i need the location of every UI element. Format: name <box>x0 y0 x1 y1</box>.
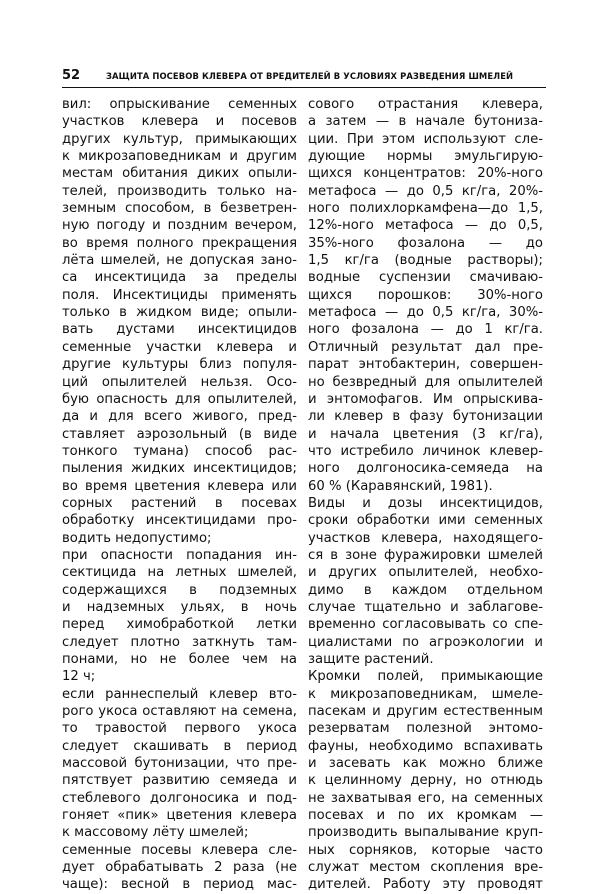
text-line: дителей. Работу эту проводят <box>308 877 543 893</box>
text-line: бую опасность для опылителей, <box>62 391 297 407</box>
text-line: пасекам и другим естественным <box>308 704 543 720</box>
text-line: дующие нормы эмульгирую- <box>308 149 543 165</box>
text-line: щихся порошков: 30%-ного <box>308 287 543 303</box>
text-line: да и для всего живого, пред- <box>62 409 297 425</box>
text-line: и энтомофагов. Им опрыскива- <box>308 391 543 407</box>
text-line: понами, но не более чем на <box>62 652 297 667</box>
text-line: и начала цветения (3 кг/га), <box>308 426 543 442</box>
running-title: ЗАЩИТА ПОСЕВОВ КЛЕВЕРА ОТ ВРЕДИТЕЛЕЙ В УСЛОВИЯХ РАЗВЕДЕНИЯ ШМЕЛЕЙ <box>106 71 514 81</box>
text-line: следует плотно заткнуть там- <box>62 634 297 650</box>
text-line: ли клевер в фазу бутонизации <box>308 409 543 425</box>
text-line: производить выпалывание круп- <box>308 825 543 841</box>
text-line: во время полного прекращения <box>62 235 297 251</box>
text-line: местам обитания диких опыли- <box>62 166 297 182</box>
text-line: тонкого тумана) способ рас- <box>62 443 297 459</box>
text-line: поля. Инсектициды применять <box>62 287 297 303</box>
text-line: но безвредный для опылителей <box>308 374 543 390</box>
text-line: Отличный результат дал пре- <box>308 339 543 355</box>
text-line: дует обрабатывать 2 раза (не <box>62 860 297 876</box>
page-header <box>62 68 546 83</box>
text-line: ную погоду и поздним вечером, <box>62 218 297 234</box>
text-line: к массовому лёту шмелей; <box>62 825 249 841</box>
text-line: метафоса — до 0,5 кг/га, 30%- <box>308 305 543 321</box>
text-line: посевах и по их кромкам — <box>308 808 543 824</box>
text-line: лёта шмелей, не допуская зано- <box>62 253 297 269</box>
text-line: 35%-ного фозалона — до <box>308 235 543 251</box>
text-line: водить недопустимо; <box>62 530 212 546</box>
text-line: временно согласовывать со спе- <box>308 617 543 633</box>
text-line: парат энтобактерин, совершен- <box>308 357 543 373</box>
text-line: ных сорняков, которые часто <box>308 842 543 858</box>
text-line: ного полихлоркамфена—до 1,5, <box>308 201 543 217</box>
text-line: гоняет «пик» цветения клевера <box>62 808 297 824</box>
text-line: ции. При этом используют сле- <box>308 131 543 147</box>
text-line: а затем — в начале бутониза- <box>308 114 543 130</box>
text-line: пятствует развитию семяеда и <box>62 773 297 789</box>
text-line: во время цветения клевера или <box>62 478 297 494</box>
text-line: участков клевера, находящего- <box>308 530 543 546</box>
text-line: вил: опрыскивание семенных <box>62 97 297 112</box>
text-line: и засевать как можно ближе <box>308 756 543 772</box>
text-line: при опасности попадания ин- <box>62 547 297 563</box>
text-line: телей, производить только на- <box>62 183 297 199</box>
text-line: метафоса — до 0,5 кг/га, 20%- <box>308 183 543 199</box>
text-line: следует скашивать в период <box>62 738 297 754</box>
text-line: других культур, примыкающих <box>62 131 297 147</box>
text-line: если раннеспелый клевер вто- <box>62 686 297 702</box>
text-line: ся в зоне фуражировки шмелей <box>308 547 543 563</box>
text-line: стеблевого долгоносика и под- <box>62 790 297 806</box>
text-line: Кромки полей, примыкающие <box>308 669 543 685</box>
text-line: к микрозаповедникам, шмеле- <box>308 686 543 702</box>
text-line: только в жидком виде; опыли- <box>62 305 297 321</box>
text-line: обработку инсектицидами про- <box>62 513 297 529</box>
text-line: перед химобработкой летки <box>62 617 297 633</box>
text-line: 12%-ного метафоса — до 0,5, <box>308 218 543 234</box>
text-line: семенные участки клевера и <box>62 339 297 355</box>
text-line: к целинному дерну, но отнюдь <box>308 773 543 789</box>
text-line: ного долгоносика-семяеда на <box>308 461 543 477</box>
text-line: сектицида на летных шмелей, <box>62 565 297 581</box>
text-line: вать дустами инсектицидов <box>62 322 297 338</box>
right-text-column <box>308 96 543 894</box>
text-line: щихся концентратов: 20%-ного <box>308 166 543 182</box>
text-line: 60 % (Каравянский, 1981). <box>308 478 493 494</box>
text-line: не захватывая его, на семенных <box>308 790 543 806</box>
text-line: и надземных ульях, в ночь <box>62 599 297 615</box>
text-line: сроки обработки ими семенных <box>308 513 543 529</box>
text-line: циалистами по агроэкологии и <box>308 634 543 650</box>
text-line: ставляет аэрозольный (в виде <box>62 426 297 442</box>
text-line: к микрозаповедникам и другим <box>62 149 297 165</box>
text-line: земным способом, в безветрен- <box>62 201 297 217</box>
text-line: и других опылителей, необхо- <box>308 565 543 581</box>
header-rule <box>62 87 546 88</box>
text-line: рого укоса оставляют на семена, <box>62 704 297 720</box>
text-line: резерватам полезной энтомо- <box>308 721 543 737</box>
text-line: ций опылителей нельзя. Осо- <box>62 374 297 390</box>
text-line: чаще): весной в период мас- <box>62 877 297 893</box>
text-line: сорных растений в посевах <box>62 495 297 511</box>
page-number: 52 <box>62 68 81 83</box>
text-line: семенные посевы клевера сле- <box>62 842 297 858</box>
text-line: участков клевера и посевов <box>62 114 297 130</box>
text-line: служат местом скопления вре- <box>308 860 543 876</box>
text-line: 1,5 кг/га (водные растворы); <box>308 253 543 269</box>
text-line: массовой бутонизации, что пре- <box>62 756 297 772</box>
text-line: случае тщательно и заблагове- <box>308 599 543 615</box>
text-line: са инсектицида за пределы <box>62 270 297 286</box>
text-line: ного фозалона — до 1 кг/га. <box>308 322 543 338</box>
text-line: 12 ч; <box>62 669 96 685</box>
text-line: водные суспензии смачиваю- <box>308 270 543 286</box>
text-line: пыления жидких инсектицидов; <box>62 461 297 477</box>
text-line: то травостой первого укоса <box>62 721 297 737</box>
text-line: Виды и дозы инсектицидов, <box>308 495 543 511</box>
text-line: содержащихся в подземных <box>62 582 297 598</box>
text-line: другие культуры близ популя- <box>62 357 297 373</box>
text-line: сового отрастания клевера, <box>308 97 543 112</box>
text-line: что истребило личинок клевер- <box>308 443 543 459</box>
left-text-column <box>62 96 297 894</box>
text-line: димо в каждом отдельном <box>308 582 543 598</box>
text-line: фауны, необходимо вспахивать <box>308 738 543 754</box>
text-line: защите растений. <box>308 652 434 667</box>
